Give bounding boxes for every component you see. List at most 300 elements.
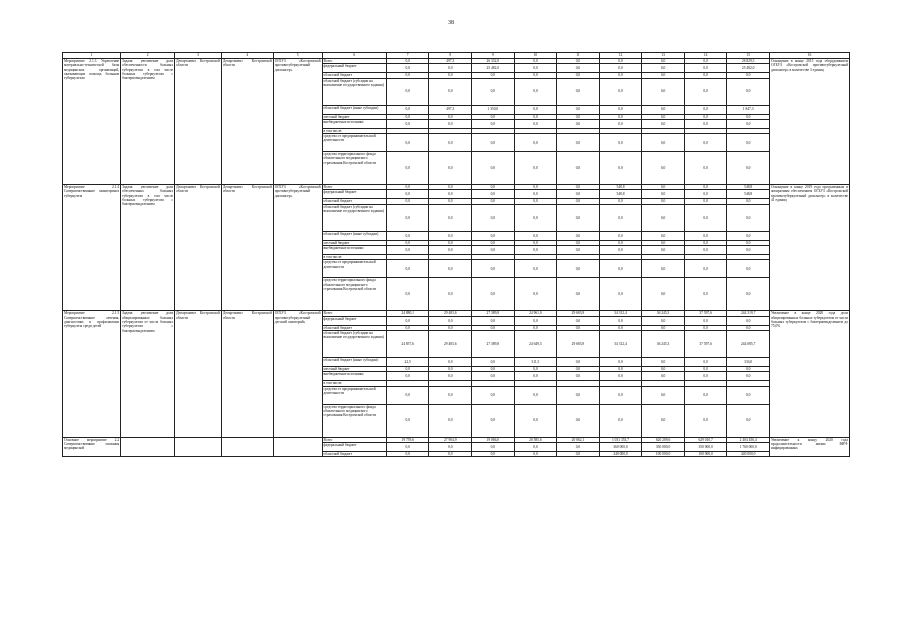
amount-cell: 0,0 [514,240,557,245]
funding-source: областной бюджет (субсидии на выполнение государственного задания) [322,330,386,357]
amount-cell: 24 880,1 [386,311,429,316]
amount-cell: 0,0 [472,185,515,190]
amount-cell: 0,0 [514,105,557,114]
amount-cell: 25 482,0 [727,64,770,73]
amount-cell: 0,0 [599,199,642,204]
amount-cell: 0,0 [642,316,685,325]
amount-cell: 24 857,6 [386,330,429,357]
funding-source: федеральный бюджет [322,64,386,73]
amount-cell: 0,0 [514,190,557,199]
amount-cell: 0,0 [599,404,642,437]
event-name: Мероприятие 2.1.4 Совершенствование мониторинга туберкулеза [63,185,121,311]
amount-cell: 0,0 [472,114,515,119]
funding-source: Всего [322,311,386,316]
amount-cell: 0,0 [514,204,557,231]
amount-cell: 29 683,9 [557,330,600,357]
amount-cell: 0,0 [514,386,557,404]
amount-cell: 0,0 [557,59,600,64]
amount-cell: 0,0 [386,185,429,190]
funding-source: местный бюджет [322,366,386,371]
amount-cell: 0,0 [472,199,515,204]
column-number: 10 [514,53,557,59]
amount-cell: 497,3 [429,59,472,64]
amount-cell: 0,0 [684,185,727,190]
amount-cell: 0,0 [642,64,685,73]
amount-cell: 0,0 [557,134,600,152]
amount-cell: 0,0 [727,325,770,330]
amount-cell: 0,0 [557,404,600,437]
amount-cell: 0,0 [386,134,429,152]
amount-cell: 0,0 [727,231,770,240]
amount-cell: 0,0 [429,240,472,245]
amount-cell: 0,0 [642,105,685,114]
event-name: Мероприятие 2.1.3 Укрепление материально-технической базы медицинских организаций, оказывающих помощь больным туберкулезом [63,59,121,185]
amount-cell: 0,0 [684,114,727,119]
amount-cell: 0,0 [684,105,727,114]
amount-cell: 548,8 [599,190,642,199]
funding-source: средства территориального фонда обязательного медицинского страхования Костромской области [322,152,386,185]
amount-cell: 0,0 [727,278,770,311]
amount-cell: 0,0 [514,231,557,240]
amount-cell: 0,0 [514,278,557,311]
page-number: 38 [448,20,454,26]
column-number: 12 [599,53,642,59]
amount-cell: 24 649,5 [514,330,557,357]
funding-source: областной бюджет [322,199,386,204]
expected-result: Оснащение в конце 2015 года оборудованием ОГБУЗ «Костромской противотуберкулезный диспансер» в количестве 3 единиц [769,59,849,185]
funding-source: областной бюджет (иные субсидии) [322,357,386,366]
amount-cell: 0,0 [386,372,429,381]
amount-cell: 0,0 [599,114,642,119]
amount-cell: 440 000,0 [727,451,770,456]
amount-cell: 0,0 [599,78,642,105]
table-body [63,59,850,457]
amount-cell: 0,0 [684,204,727,231]
amount-cell: 0,0 [599,260,642,278]
amount-cell: 29 483,6 [429,311,472,316]
amount-cell: 0,0 [472,357,515,366]
amount-cell: 0,0 [386,278,429,311]
amount-cell: 0,0 [599,105,642,114]
amount-cell: 0,0 [684,404,727,437]
amount-cell: 0,0 [642,204,685,231]
amount-cell: 0,0 [429,190,472,199]
amount-cell: 0,0 [472,190,515,199]
amount-cell: 0,0 [557,114,600,119]
amount-cell: 24 961,0 [514,311,557,316]
amount-cell: 0,0 [599,134,642,152]
funding-source: областной бюджет (субсидии на выполнение государственного задания) [322,204,386,231]
amount-cell: 0,0 [429,278,472,311]
amount-cell: 0,0 [429,64,472,73]
amount-cell: 20 062,1 [557,437,600,442]
funding-source: в том числе: [322,255,386,260]
amount-cell: 0,0 [429,451,472,456]
funding-source: местный бюджет [322,240,386,245]
amount-cell: 0,0 [642,185,685,190]
amount-cell: 0,0 [472,404,515,437]
amount-cell: 0,0 [514,442,557,451]
amount-cell: 548,8 [599,185,642,190]
funding-source: средства от предпринимательской деятельности [322,386,386,404]
amount-cell: 0,0 [684,260,727,278]
task-text: Задача: увеличение доли обеспеченных больных туберкулезом в том числе больных туберкулезом с бактериовыделением [121,185,175,311]
amount-cell: 27 389,8 [472,311,515,316]
amount-cell: 0,0 [684,231,727,240]
executor: Департамент Костромской области [221,311,273,437]
task-text: Задача: увеличение доли обеспеченности больных туберкулезом в том числе больных туберкулезом с бактериовыделением [121,59,175,185]
funding-source: Всего [322,59,386,64]
amount-cell: 0,0 [429,260,472,278]
amount-cell: 1 760 000,0 [727,442,770,451]
executor: Департамент Костромской области [221,185,273,311]
amount-cell: 0,0 [429,152,472,185]
amount-cell: 0,0 [386,240,429,245]
funding-source: внебюджетные источники [322,372,386,381]
amount-cell: 0,0 [557,278,600,311]
amount-cell: 0,0 [557,357,600,366]
funding-source: средства от предпринимательской деятельности [322,260,386,278]
amount-cell: 0,0 [684,366,727,371]
amount-cell: 0,0 [386,152,429,185]
amount-cell: 0,0 [429,386,472,404]
amount-cell: 0,0 [429,204,472,231]
amount-cell: 0,0 [386,59,429,64]
amount-cell: 26 829,3 [727,59,770,64]
amount-cell: 0,0 [599,204,642,231]
amount-cell: 0,0 [642,59,685,64]
amount-cell: 0,0 [514,246,557,255]
amount-cell: 0,0 [386,190,429,199]
amount-cell: 0,0 [472,231,515,240]
amount-cell: 34 312,4 [599,330,642,357]
amount-cell: 0,0 [599,119,642,128]
amount-cell: 0,0 [642,260,685,278]
amount-cell: 0,0 [684,246,727,255]
amount-cell: 0,0 [429,78,472,105]
amount-cell: 100 000,0 [642,451,685,456]
amount-cell: 0,0 [472,119,515,128]
recipient: ОГБУЗ «Костромской противотуберкулезный диспансер» [273,185,322,311]
amount-cell: 497,3 [429,105,472,114]
amount-cell: 0,0 [684,78,727,105]
amount-cell: 0,0 [727,366,770,371]
amount-cell: 0,0 [386,451,429,456]
amount-cell: 36 245,3 [642,311,685,316]
column-number: 5 [273,53,322,59]
amount-cell: 0,0 [599,372,642,381]
executor [221,437,273,457]
amount-cell: 0,0 [429,199,472,204]
amount-cell: 0,0 [429,119,472,128]
amount-cell: 0,0 [684,190,727,199]
amount-cell: 0,0 [727,204,770,231]
funding-source: средства территориального фонда обязательного медицинского страхования Костромской области [322,278,386,311]
funding-source: местный бюджет [322,114,386,119]
amount-cell: 0,0 [684,386,727,404]
funding-source: областной бюджет [322,73,386,78]
amount-cell: 0,0 [386,325,429,330]
funding-source: федеральный бюджет [322,442,386,451]
amount-cell: 2 404 456,4 [727,437,770,442]
amount-cell: 0,0 [514,59,557,64]
amount-cell: 0,0 [386,78,429,105]
column-number: 8 [429,53,472,59]
amount-cell: 0,0 [684,240,727,245]
amount-cell: 0,0 [386,204,429,231]
amount-cell: 0,0 [727,260,770,278]
amount-cell: 0,0 [727,78,770,105]
amount-cell: 0,0 [429,366,472,371]
column-number: 2 [121,53,175,59]
recipient: ОГБУЗ «Костромской противотуберкулезный диспансер» [273,59,322,185]
amount-cell: 0,0 [429,73,472,78]
amount-cell: 0,0 [684,152,727,185]
amount-cell: 0,0 [514,134,557,152]
amount-cell: 0,0 [642,404,685,437]
amount-cell: 0,0 [514,325,557,330]
amount-cell: 0,0 [472,451,515,456]
amount-cell: 0,0 [727,73,770,78]
amount-cell: 360 000,0 [599,442,642,451]
amount-cell: 0,0 [557,451,600,456]
amount-cell: 29 483,6 [429,330,472,357]
amount-cell: 0,0 [514,185,557,190]
amount-cell: 350 000,0 [684,442,727,451]
amount-cell: 0,0 [557,240,600,245]
amount-cell: 0,0 [472,366,515,371]
amount-cell: 0,0 [599,386,642,404]
amount-cell: 0,0 [727,246,770,255]
amount-cell: 0,0 [642,119,685,128]
amount-cell: 350 000,0 [642,442,685,451]
amount-cell: 0,0 [684,59,727,64]
amount-cell: 0,0 [557,372,600,381]
amount-cell: 0,0 [557,199,600,204]
amount-cell: 0,0 [514,260,557,278]
amount-cell: 0,0 [472,260,515,278]
amount-cell: 0,0 [472,152,515,185]
amount-cell: 0,0 [557,185,600,190]
program-table [62,52,850,457]
amount-cell: 240 000,0 [599,451,642,456]
coexecutor: Департамент Костромской области [175,311,222,437]
amount-cell: 0,0 [642,152,685,185]
amount-cell: 0,0 [386,114,429,119]
funding-source: Всего [322,437,386,442]
amount-cell: 0,0 [429,231,472,240]
amount-cell: 0,0 [514,152,557,185]
funding-source: областной бюджет [322,325,386,330]
amount-cell: 0,0 [642,190,685,199]
coexecutor: Департамент Костромской области [175,185,222,311]
amount-cell: 0,0 [514,199,557,204]
funding-source: федеральный бюджет [322,316,386,325]
amount-cell: 0,0 [472,246,515,255]
amount-cell: 0,0 [727,404,770,437]
amount-cell: 0,0 [472,240,515,245]
amount-cell: 0,0 [386,260,429,278]
amount-cell: 244 085,7 [727,330,770,357]
amount-cell: 0,0 [429,404,472,437]
amount-cell: 0,0 [557,366,600,371]
amount-cell: 0,0 [514,73,557,78]
amount-cell: 0,0 [642,231,685,240]
amount-cell: 0,0 [557,260,600,278]
funding-source: областной бюджет [322,451,386,456]
amount-cell: 34 312,4 [599,311,642,316]
amount-cell: 0,0 [386,73,429,78]
funding-source: внебюджетные источники [322,119,386,128]
amount-cell: 0,0 [472,204,515,231]
amount-cell: 0,0 [472,78,515,105]
amount-cell: 0,0 [386,442,429,451]
amount-cell: 0,0 [727,152,770,185]
amount-cell: 0,0 [557,316,600,325]
amount-cell: 0,0 [642,278,685,311]
column-number: 1 [63,53,121,59]
amount-cell: 0,0 [642,240,685,245]
funding-source: в том числе: [322,128,386,133]
recipient: ОГБУЗ «Костромской противотуберкулезный детский санаторий» [273,311,322,437]
funding-source: областной бюджет (иные субсидии) [322,231,386,240]
amount-cell: 0,0 [557,204,600,231]
expected-result: Увеличение к концу 2020 года продолжительности жизни ВИЧ-инфицированных [769,437,849,457]
amount-cell: 0,0 [599,152,642,185]
amount-cell: 548,8 [727,185,770,190]
amount-cell: 25 482,0 [472,64,515,73]
amount-cell: 36 245,3 [642,330,685,357]
funding-source: внебюджетные источники [322,246,386,255]
amount-cell: 0,0 [727,114,770,119]
amount-cell: 0,0 [557,246,600,255]
amount-cell: 0,0 [514,119,557,128]
amount-cell: 0,0 [684,73,727,78]
amount-cell: 0,0 [599,357,642,366]
amount-cell: 0,0 [599,316,642,325]
amount-cell: 0,0 [429,357,472,366]
amount-cell: 0,0 [472,372,515,381]
amount-cell: 0,0 [642,325,685,330]
amount-cell: 0,0 [684,357,727,366]
amount-cell: 0,0 [386,64,429,73]
amount-cell: 0,0 [557,73,600,78]
amount-cell: 0,0 [386,404,429,437]
amount-cell: 0,0 [684,316,727,325]
funding-source: областной бюджет (иные субсидии) [322,105,386,114]
amount-cell: 548,8 [727,190,770,199]
funding-source: федеральный бюджет [322,190,386,199]
column-number: 4 [221,53,273,59]
coexecutor [175,437,222,457]
amount-cell: 0,0 [727,134,770,152]
funding-source: средства территориального фонда обязательного медицинского страхования Костромской области [322,404,386,437]
recipient [273,437,322,457]
column-number: 15 [727,53,770,59]
amount-cell: 0,0 [386,366,429,371]
amount-cell: 0,0 [557,325,600,330]
amount-cell: 0,0 [514,64,557,73]
column-number: 11 [557,53,600,59]
amount-cell: 0,0 [599,366,642,371]
amount-cell: 0,0 [386,231,429,240]
amount-cell: 0,0 [472,316,515,325]
amount-cell: 0,0 [684,372,727,381]
amount-cell: 0,0 [429,316,472,325]
amount-cell: 0,0 [386,316,429,325]
amount-cell: 0,0 [514,114,557,119]
amount-cell: 27 389,8 [472,330,515,357]
amount-cell: 0,0 [599,325,642,330]
amount-cell: 0,0 [599,64,642,73]
amount-cell: 29 683,9 [557,311,600,316]
amount-cell: 0,0 [514,372,557,381]
amount-cell: 0,0 [429,442,472,451]
amount-cell: 0,0 [557,105,600,114]
amount-cell: 0,0 [599,240,642,245]
column-number: 14 [684,53,727,59]
amount-cell: 0,0 [557,442,600,451]
column-number: 6 [322,53,386,59]
amount-cell: 1 031 353,7 [599,437,642,442]
amount-cell: 0,0 [514,78,557,105]
amount-cell: 0,0 [599,278,642,311]
amount-cell: 0,0 [599,59,642,64]
amount-cell: 0,0 [472,134,515,152]
amount-cell: 629 010,7 [684,437,727,442]
amount-cell: 19 066,0 [472,437,515,442]
amount-cell: 0,0 [599,73,642,78]
event-name: Мероприятие 2.1.5 Совершенствование лечения, диагностики и профилактики туберкулеза среди детей [63,311,121,437]
amount-cell: 244 319,7 [727,311,770,316]
amount-cell: 0,0 [684,325,727,330]
amount-cell: 0,0 [642,246,685,255]
amount-cell: 0,0 [642,357,685,366]
amount-cell: 311,5 [514,357,557,366]
amount-cell: 0,0 [557,190,600,199]
amount-cell: 0,0 [642,386,685,404]
amount-cell: 0,0 [386,246,429,255]
amount-cell: 0,0 [684,64,727,73]
amount-cell: 100 000,0 [684,451,727,456]
amount-cell: 0,0 [599,231,642,240]
amount-cell: 0,0 [429,134,472,152]
column-number: 3 [175,53,222,59]
amount-cell: 0,0 [429,114,472,119]
amount-cell: 0,0 [684,278,727,311]
event-name: Основное мероприятие 2.2 Совершенствование оказания медицинской [63,437,121,457]
amount-cell: 0,0 [514,366,557,371]
amount-cell: 0,0 [429,372,472,381]
amount-cell: 0,0 [472,73,515,78]
column-number: 9 [472,53,515,59]
amount-cell: 1 350,0 [472,105,515,114]
amount-cell: 0,0 [642,372,685,381]
funding-source: областной бюджет (субсидии на выполнение государственного задания) [322,78,386,105]
amount-cell: 20 585,6 [514,437,557,442]
amount-cell: 0,0 [557,64,600,73]
amount-cell: 0,0 [642,114,685,119]
amount-cell: 0,0 [386,105,429,114]
amount-cell: 0,0 [557,386,600,404]
amount-cell: 0,0 [727,386,770,404]
task-text [121,437,175,457]
amount-cell: 0,0 [514,404,557,437]
amount-cell: 0,0 [429,246,472,255]
column-number: 16 [769,53,849,59]
amount-cell: 0,0 [727,199,770,204]
amount-cell: 0,0 [642,78,685,105]
